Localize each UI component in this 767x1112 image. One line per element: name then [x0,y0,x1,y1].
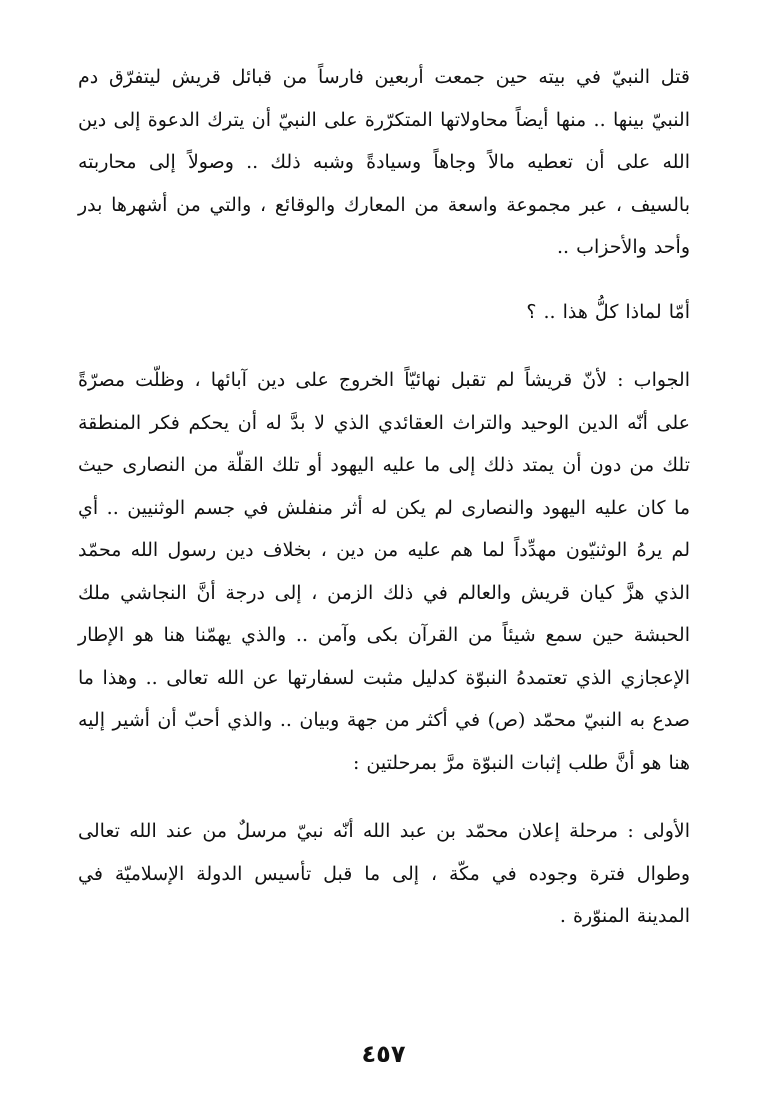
paragraph-continuation: قتل النبيّ في بيته حين جمعت أربعين فارساً من قبائل قريش ليتفرّق دم النبيّ بينها .. منها أيضاً محاولاتها المتكرّرة على النبيّ أن يترك الدعوة إلى دين الله على أن تعطيه مالاً وجاهاً وسيادةً وشبه ذلك .. وصولاً إلى محاربته بالسيف ، عبر مجموعة واسعة من المعارك والوقائع ، والتي من أشهرها بدر وأحد والأحزاب .. [78,66,690,258]
paragraph-answer: الجواب : لأنّ قريشاً لم تقبل نهائيّاً الخروج على دين آبائها ، وظلّت مصرّةً على أنّه الدين الوحيد والتراث العقائدي الذي لا بدَّ له أن يحكم فكر المنطقة تلك من دون أن يمتد ذلك إلى ما عليه اليهود أو تلك القلّة من النصارى حيث ما كان عليه اليهود والنصارى لم يكن له أثر منفلش في جسم الوثنيين .. أي لم يرهُ الوثنيّون مهدِّداً لما هم عليه من دين ، بخلاف دين رسول الله محمّد الذي هزَّ كيان قريش والعالم في ذلك الزمن ، إلى درجة أنَّ النجاشي ملك الحبشة حين سمع شيئاً من القرآن بكى وآمن .. والذي يهمّنا هنا هو الإطار الإعجازي الذي تعتمدهُ النبوّة كدليل مثبت لسفارتها عن الله تعالى .. وهذا ما صدع به النبيّ محمّد (ص) في أكثر من جهة وبيان .. والذي أحبّ أن أشير إليه هنا هو أنَّ طلب إثبات النبوّة مرَّ بمرحلتين : [78,369,690,774]
page-body [78,56,690,938]
paragraph-question: أمّا لماذا كلُّ هذا .. ؟ [526,300,690,323]
page-number: ٤٥٧ [361,1040,406,1068]
paragraph-first-stage: الأولى : مرحلة إعلان محمّد بن عبد الله أنّه نبيّ مرسلٌ من عند الله تعالى وطوال فترة وجوده في مكّة ، إلى ما قبل تأسيس الدولة الإسلاميّة في المدينة المنوّرة . [78,820,690,927]
